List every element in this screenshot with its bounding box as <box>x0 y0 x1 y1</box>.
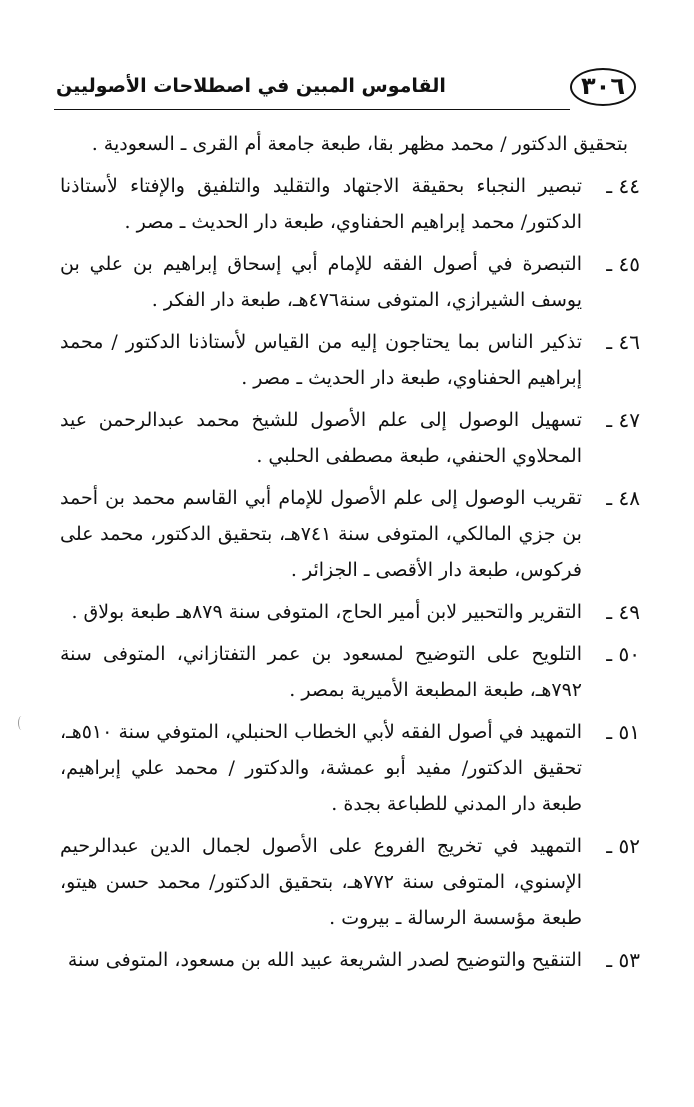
bibliography-entry <box>60 828 640 936</box>
bibliography-list <box>60 126 640 984</box>
bibliography-entry <box>60 168 640 240</box>
continuation-entry <box>60 126 640 162</box>
entry-text: التبصرة في أصول الفقه للإمام أبي إسحاق إبراهيم بن علي بن يوسف الشيرازي، المتوفى سنة٤٧٦هـ، طبعة دار الفكر . <box>60 253 582 311</box>
entry-number: ٤٥ ـ <box>606 252 640 276</box>
bibliography-entry <box>60 714 640 822</box>
entry-text: تقريب الوصول إلى علم الأصول للإمام أبي القاسم محمد بن أحمد بن جزي المالكي، المتوفى سنة ٧٤١هـ، بتحقيق الدكتور، محمد على فركوس، طبعة دار الأقصى ـ الجزائر . <box>60 487 582 581</box>
margin-mark <box>18 716 25 730</box>
entry-number: ٤٧ ـ <box>606 408 640 432</box>
entry-text: التقرير والتحبير لابن أمير الحاج، المتوفى سنة ٨٧٩هـ طبعة بولاق . <box>71 601 582 623</box>
header-rule <box>54 109 570 110</box>
continuation-text: بتحقيق الدكتور / محمد مظهر بقا، طبعة جامعة أم القرى ـ السعودية . <box>91 133 628 155</box>
bibliography-entry <box>60 636 640 708</box>
entry-number: ٥٢ ـ <box>606 834 640 858</box>
bibliography-entry <box>60 246 640 318</box>
entry-text: تذكير الناس بما يحتاجون إليه من القياس لأستاذنا الدكتور / محمد إبراهيم الحفناوي، طبعة دار الحديث ـ مصر . <box>60 331 582 389</box>
bibliography-entry <box>60 324 640 396</box>
entry-text: تبصير النجباء بحقيقة الاجتهاد والتقليد والتلفيق والإفتاء لأستاذنا الدكتور/ محمد إبراهيم الحفناوي، طبعة دار الحديث ـ مصر . <box>60 175 582 233</box>
bibliography-entry <box>60 402 640 474</box>
bibliography-entry <box>60 594 640 630</box>
entry-number: ٥٣ ـ <box>606 948 640 972</box>
entry-number: ٥١ ـ <box>606 720 640 744</box>
page-header <box>54 64 636 114</box>
entry-text: التلويح على التوضيح لمسعود بن عمر التفتازاني، المتوفى سنة ٧٩٢هـ، طبعة المطبعة الأميرية بمصر . <box>60 643 582 701</box>
entry-number: ٤٤ ـ <box>606 174 640 198</box>
page-number: ٣٠٦ <box>570 68 636 106</box>
entry-text: تسهيل الوصول إلى علم الأصول للشيخ محمد عبدالرحمن عيد المحلاوي الحنفي، طبعة مصطفى الحلبي . <box>60 409 582 467</box>
bibliography-entry <box>60 942 640 978</box>
entry-text: التمهيد في تخريج الفروع على الأصول لجمال الدين عبدالرحيم الإسنوي، المتوفى سنة ٧٧٢هـ، بتحقيق الدكتور/ محمد حسن هيتو، طبعة مؤسسة الرسالة ـ بيروت . <box>60 835 582 929</box>
entry-text: التمهيد في أصول الفقه لأبي الخطاب الحنبلي، المتوفي سنة ٥١٠هـ، تحقيق الدكتور/ مفيد أبو عمشة، والدكتور / محمد علي إبراهيم، طبعة دار المدني للطباعة بجدة . <box>60 721 582 815</box>
bibliography-entry <box>60 480 640 588</box>
entry-number: ٤٩ ـ <box>606 600 640 624</box>
running-title: القاموس المبين في اصطلاحات الأصوليين <box>56 75 446 97</box>
entry-number: ٤٨ ـ <box>606 486 640 510</box>
entry-number: ٤٦ ـ <box>606 330 640 354</box>
entry-text: التنقيح والتوضيح لصدر الشريعة عبيد الله بن مسعود، المتوفى سنة <box>67 949 582 971</box>
entry-number: ٥٠ ـ <box>606 642 640 666</box>
